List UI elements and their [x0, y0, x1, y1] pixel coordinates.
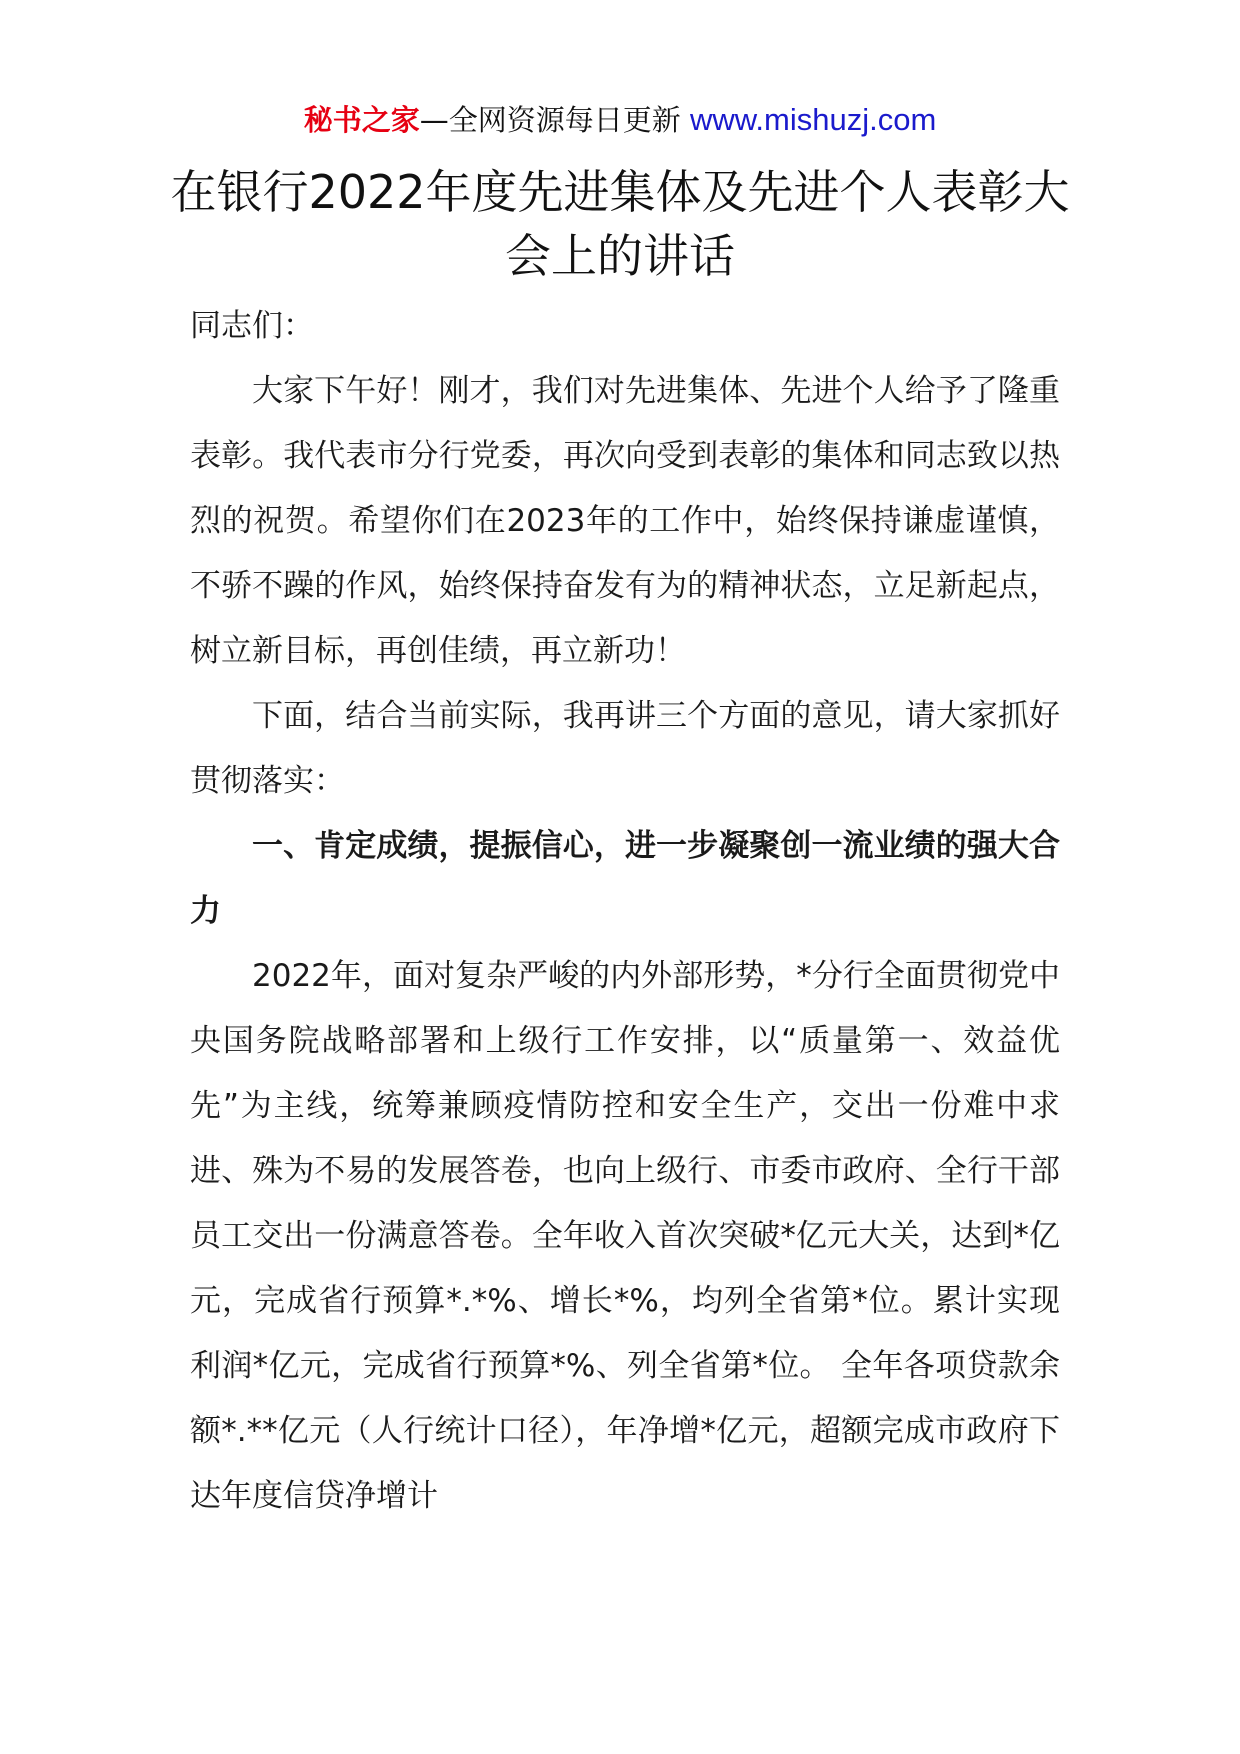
header-tagline: —全网资源每日更新 [419, 103, 681, 137]
salutation: 同志们： [190, 308, 314, 344]
paragraph-achievements: 2022年，面对复杂严峻的内外部形势，*分行全面贯彻党中央国务院战略部署和上级行工作安排，以“质量第一、效益优先”为主线，统筹兼顾疫情防控和安全生产，交出一份难中求进、殊为不易的发展答卷，也向上级行、市委市政府、全行干部员工交出一份满意答卷。全年收入首次突破*亿元大关，达到*亿元，完成省行预算*.*%、增长*%，均列全省第*位。累计实现利润*亿元，完成省行预算*%、列全省第*位。 全年各项贷款余额*.**亿元（人行统计口径），年净增*亿元，超额完成市政府下达年度信贷净增计 [190, 958, 1060, 1514]
brand-name: 秘书之家 [303, 103, 420, 137]
site-header [0, 100, 1240, 140]
section-heading: 一、肯定成绩，提振信心，进一步凝聚创一流业绩的强大合力 [190, 828, 1060, 929]
paragraph-greeting: 大家下午好！刚才，我们对先进集体、先进个人给予了隆重表彰。我代表市分行党委，再次向受到表彰的集体和同志致以热烈的祝贺。希望你们在2023年的工作中，始终保持谦虚谨慎，不骄不躁的作风，始终保持奋发有为的精神状态，立足新起点，树立新目标，再创佳绩，再立新功！ [190, 373, 1060, 669]
document-title: 在银行2022年度先进集体及先进个人表彰大会上的讲话 [170, 165, 1070, 283]
paragraph-intro: 下面，结合当前实际，我再讲三个方面的意见，请大家抓好贯彻落实： [190, 698, 1060, 799]
site-url-link[interactable]: www.mishuzj.com [689, 102, 937, 137]
document-body [190, 294, 1060, 1529]
